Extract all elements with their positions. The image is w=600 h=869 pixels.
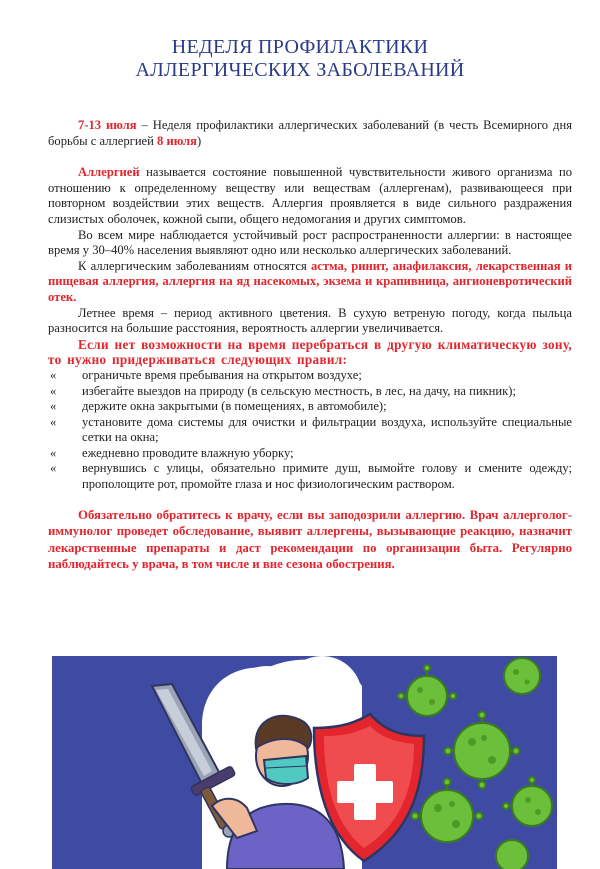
title-line-1: НЕДЕЛЯ ПРОФИЛАКТИКИ: [171, 36, 429, 58]
list-item: [48, 399, 572, 415]
rule-text: ежедневно проводите влажную уборку;: [82, 445, 294, 460]
bullet-mark: «: [50, 414, 57, 429]
allergy-illustration: [52, 656, 557, 869]
definition-text: называется состояние повышенной чувствительности живого организма по отношению к определенному веществу или веществам (аллергенам), развивающееся при повторном воздействии этих веществ. Аллергия проявляется в виде сильного раздражения слизистых оболочек, кожной сыпи, общего недомогания и других симптомов.: [48, 165, 572, 226]
summer-paragraph: Летнее время – период активного цветения. В сухую ветреную погоду, когда пыльца разносится на большие расстояния, вероятность аллергии увеличивается.: [48, 305, 572, 336]
doctor-advice: [48, 507, 572, 573]
bullet-mark: «: [50, 445, 57, 460]
diseases-text: К аллергическим заболеваниям относятся: [78, 258, 311, 273]
prevalence-paragraph: Во всем мире наблюдается устойчивый рост распространенности аллергии: в настоящее время у 30–40% населения выявляют одно или несколько аллергических заболеваний.: [48, 227, 572, 258]
intro-dates: 7-13 июля: [78, 118, 137, 132]
intro-close: ): [196, 133, 202, 148]
list-item: [48, 384, 572, 400]
list-item: [48, 415, 572, 446]
bullet-mark: «: [50, 383, 57, 398]
virus-icon: [407, 658, 552, 869]
definition-term: Аллергией: [78, 165, 140, 180]
intro-paragraph: [48, 118, 572, 149]
rules-list: [48, 368, 572, 493]
rule-text: избегайте выездов на природу (в сельскую местность, в лес, на дачу, на пикник);: [82, 383, 516, 398]
diseases-paragraph: [48, 259, 572, 306]
title-line-2: АЛЛЕРГИЧЕСКИХ ЗАБОЛЕВАНИЙ: [135, 59, 465, 81]
intro-text: – Неделя профилактики аллергических заболеваний (в честь Всемирного дня борьбы с аллергией: [48, 118, 573, 148]
diseases-list: астма, ринит, анафилаксия, лекарственная и пищевая аллергия, аллергия на яд насекомых, экзема и крапивница, ангионевротический отек.: [48, 258, 572, 304]
bullet-mark: «: [50, 399, 57, 414]
face-mask-icon: [264, 756, 308, 784]
bullet-mark: «: [50, 367, 57, 382]
definition-paragraph: [48, 165, 572, 227]
list-item: [48, 446, 572, 462]
bullet-mark: «: [50, 461, 57, 476]
rule-text: ограничьте время пребывания на открытом воздухе;: [82, 367, 362, 382]
article-body: [48, 118, 572, 573]
list-item: [48, 368, 572, 384]
rules-lead: Если нет возможности на время перебраться в другую климатическую зону, то нужно придерживаться следующих правил:: [48, 336, 572, 368]
rule-text: вернувшись с улицы, обязательно примите душ, вымойте голову и смените одежду; прополощите рот, промойте глаза и нос физиологическим раствором.: [82, 461, 572, 492]
rule-text: держите окна закрытыми (в помещениях, в автомобиле);: [82, 399, 387, 414]
rule-text: установите дома системы для очистки и фильтрации воздуха, используйте специальные сетки на окна;: [82, 414, 572, 445]
page-title: [0, 36, 600, 82]
list-item: [48, 461, 572, 492]
doctor-advice-text: Обязательно обратитесь к врачу, если вы заподозрили аллергию. Врач аллерголог-иммунолог проведет обследование, выявит аллергены, вызывающие реакцию, назначит лекарственные препараты и даст рекомендации по организации быта. Регулярно наблюдайтесь у врача, в том числе и вне сезона обострения.: [48, 507, 572, 572]
intro-date2: 8 июля: [157, 133, 197, 148]
